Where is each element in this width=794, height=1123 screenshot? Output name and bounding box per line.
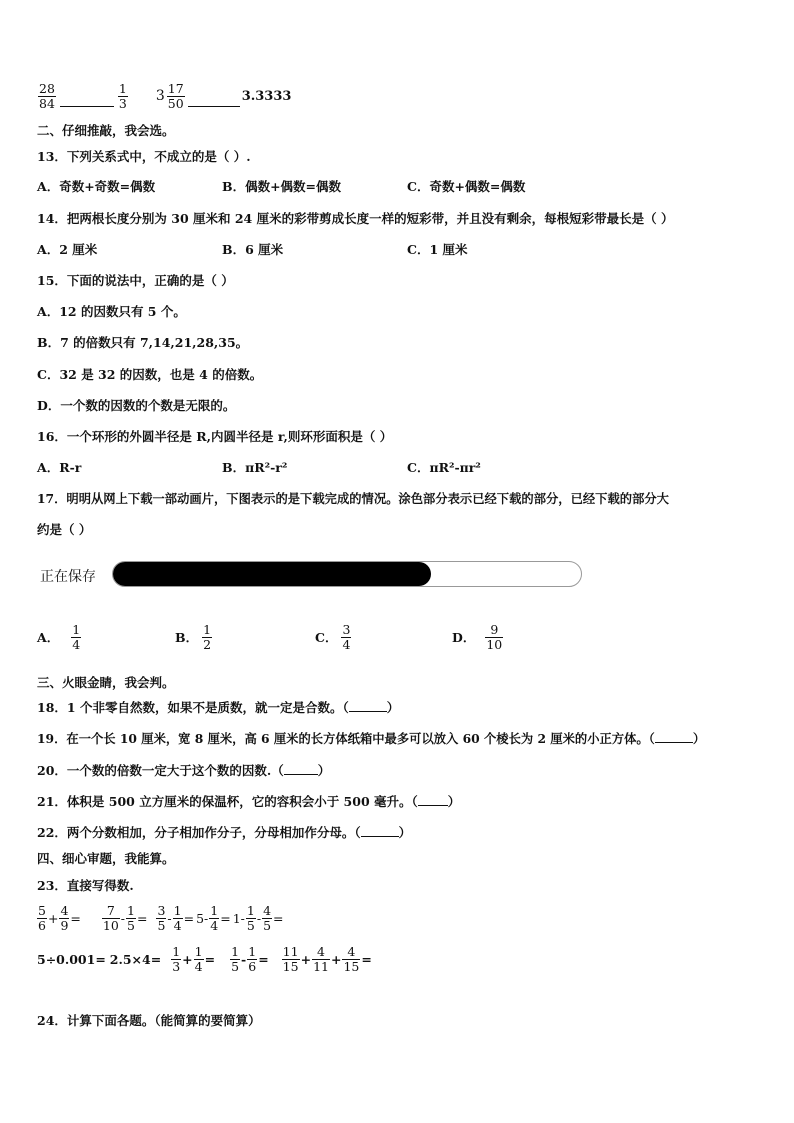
question-17-line1: 17．明明从网上下载一部动画片，下图表示的是下载完成的情况。涂色部分表示已经下载的部分，已经下载的部分大	[37, 491, 669, 506]
q15-option-d[interactable]: D．一个数的因数的个数是无限的。	[37, 398, 236, 413]
fraction: $\frac{4}{15}$	[343, 944, 360, 974]
question-17-line2: 约是（ ）	[37, 522, 92, 537]
answer-blank[interactable]	[349, 699, 387, 712]
question-13: 13．下列关系式中，不成立的是（ ）.	[37, 149, 251, 164]
section-heading-2: 二、仔细推敲，我会选。	[37, 123, 175, 138]
q15-option-c[interactable]: C．32 是 32 的因数，也是 4 的倍数。	[37, 367, 263, 382]
q16-option-c[interactable]: C．πR²-πr²	[407, 460, 481, 475]
fraction: $\frac{1}{4}$	[194, 944, 203, 974]
answer-blank[interactable]	[418, 793, 448, 806]
q15-option-a[interactable]: A．12 的因数只有 5 个。	[37, 304, 186, 319]
section-heading-3: 三、火眼金睛，我会判。	[37, 675, 175, 690]
top-line	[38, 76, 291, 116]
q13-option-a[interactable]: A．奇数+奇数=偶数	[37, 179, 156, 194]
fraction: $\frac{1}{5}$	[127, 903, 135, 933]
fraction-1-2: $\frac{1}{2}$	[203, 622, 212, 652]
fraction: $\frac{1}{4}$	[173, 903, 182, 933]
fraction: $\frac{1}{5}$	[231, 944, 240, 974]
q23-row1: $\frac{5}{6}$ + $\frac{4}{9}$ = $\frac{7}{10}$ - $\frac{1}{5}$ = $\frac{3}{5}$ - $\frac{1}{4}$ = 5- $\frac{1}{4}$ = 1- $\frac{1}{5}$ - $\frac{4}{5}$ =	[38, 903, 284, 933]
answer-blank[interactable]	[284, 762, 318, 775]
fraction: $\frac{1}{3}$	[172, 944, 181, 974]
question-18: 18．1 个非零自然数，如果不是质数，就一定是合数。（ ）	[37, 700, 400, 715]
fraction: $\frac{3}{5}$	[157, 903, 166, 933]
question-21: 21．体积是 500 立方厘米的保温杯，它的容积会小于 500 毫升。（ ）	[37, 794, 461, 809]
section-heading-4: 四、细心审题，我能算。	[37, 851, 175, 866]
q13-option-b[interactable]: B．偶数+偶数=偶数	[222, 179, 342, 194]
q17-option-b[interactable]: B． $\frac{1}{2}$	[175, 622, 212, 652]
answer-blank[interactable]	[361, 824, 399, 837]
fraction: $\frac{1}{6}$	[248, 944, 257, 974]
fraction-17-50: $\frac{17}{50}$	[167, 81, 184, 111]
question-14: 14．把两根长度分别为 30 厘米和 24 厘米的彩带剪成长度一样的短彩带，并且没有剩余，每根短彩带最长是（ ）	[37, 211, 674, 226]
fraction: $\frac{1}{4}$	[210, 903, 219, 933]
question-16: 16．一个环形的外圆半径是 R,内圆半径是 r,则环形面积是（ ）	[37, 429, 393, 444]
question-22: 22．两个分数相加，分子相加作分子，分母相加作分母。（ ）	[37, 825, 412, 840]
fraction-28-84: $\frac{28}{84}$	[39, 81, 55, 111]
fraction: $\frac{4}{9}$	[60, 903, 69, 933]
mixed-whole: 3	[155, 88, 165, 104]
answer-blank[interactable]	[188, 86, 240, 107]
q17-option-d[interactable]: D． $\frac{9}{10}$	[452, 622, 503, 652]
question-20: 20．一个数的倍数一定大于这个数的因数.（ ）	[37, 763, 331, 778]
fraction-1-3: $\frac{1}{3}$	[118, 81, 127, 111]
q13-option-c[interactable]: C．奇数+偶数=偶数	[407, 179, 526, 194]
q14-option-c[interactable]: C．1 厘米	[407, 242, 468, 257]
answer-blank[interactable]	[60, 86, 114, 107]
fraction: $\frac{5}{6}$	[38, 903, 46, 933]
progress-track	[112, 561, 582, 587]
q16-option-b[interactable]: B．πR²-r²	[222, 460, 288, 475]
question-24: 24．计算下面各题。（能简算的要简算）	[37, 1013, 261, 1028]
decimal-value: 3.3333	[241, 88, 292, 104]
q14-option-b[interactable]: B．6 厘米	[222, 242, 284, 257]
q15-option-b[interactable]: B．7 的倍数只有 7,14,21,28,35。	[37, 335, 249, 350]
fraction: $\frac{7}{10}$	[102, 903, 119, 933]
fraction: $\frac{1}{5}$	[246, 903, 255, 933]
q16-option-a[interactable]: A．R-r	[37, 460, 82, 475]
fraction: $\frac{4}{11}$	[313, 944, 329, 974]
question-15: 15．下面的说法中，正确的是（ ）	[37, 273, 234, 288]
question-23: 23．直接写得数.	[37, 878, 134, 893]
progress-label: 正在保存	[40, 569, 96, 585]
q23-row2: 5÷0.001= 2.5×4= $\frac{1}{3}$ + $\frac{1}{4}$ = $\frac{1}{5}$ - $\frac{1}{6}$ = $\frac{11}{15}$ + $\frac{4}{11}$ + $\frac{4}{15}$ =	[37, 944, 372, 974]
q17-option-c[interactable]: C． $\frac{3}{4}$	[315, 622, 351, 652]
fraction-1-4: $\frac{1}{4}$	[72, 622, 81, 652]
fraction-9-10: $\frac{9}{10}$	[486, 622, 503, 652]
fraction: $\frac{11}{15}$	[282, 944, 299, 974]
q17-option-a[interactable]: A． $\frac{1}{4}$	[37, 622, 81, 652]
fraction-3-4: $\frac{3}{4}$	[342, 622, 351, 652]
fraction: $\frac{4}{5}$	[263, 903, 272, 933]
answer-blank[interactable]	[655, 730, 693, 743]
question-19: 19．在一个长 10 厘米，宽 8 厘米，高 6 厘米的长方体纸箱中最多可以放入 60 个棱长为 2 厘米的小正方体。（ ）	[37, 731, 706, 746]
q14-option-a[interactable]: A．2 厘米	[37, 242, 98, 257]
progress-fill	[113, 562, 431, 586]
